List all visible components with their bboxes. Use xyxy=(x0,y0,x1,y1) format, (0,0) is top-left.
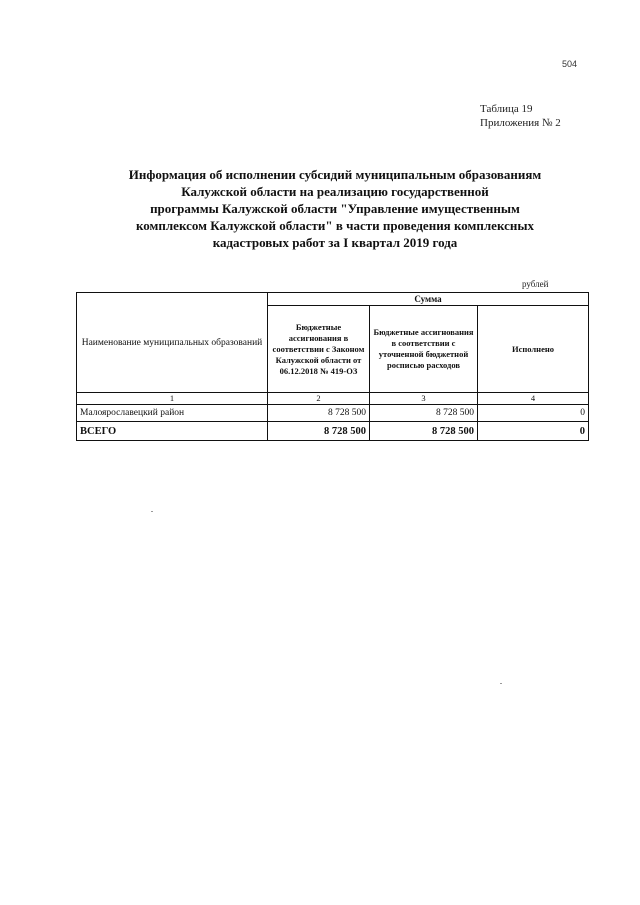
total-budget-law: 8 728 500 xyxy=(268,422,370,441)
title-line: программы Калужской области "Управление имущественным xyxy=(150,201,520,216)
header-municipality: Наименование муниципальных образований xyxy=(77,293,268,393)
document-title xyxy=(100,166,570,251)
header-executed: Исполнено xyxy=(478,306,589,393)
executed-value: 0 xyxy=(478,405,589,422)
municipality-name: Малоярославецкий район xyxy=(77,405,268,422)
header-budget-law: Бюджетные ассигнования в соответствии с Законом Калужской области от 06.12.2018 № 419-ОЗ xyxy=(268,306,370,393)
appendix-number: Приложения № 2 xyxy=(480,117,561,129)
scan-speck xyxy=(500,683,502,684)
scan-speck xyxy=(151,511,153,512)
table-number: Таблица 19 xyxy=(480,103,533,115)
title-line: Информация об исполнении субсидий муниципальным образованиям xyxy=(128,167,542,182)
page-number: 504 xyxy=(562,59,578,69)
total-executed: 0 xyxy=(478,422,589,441)
total-budget-revised: 8 728 500 xyxy=(370,422,478,441)
subsidy-table xyxy=(76,292,589,441)
table-reference xyxy=(480,102,561,130)
column-number: 4 xyxy=(478,393,589,405)
budget-revised-value: 8 728 500 xyxy=(370,405,478,422)
units-label: рублей xyxy=(522,279,549,289)
budget-law-value: 8 728 500 xyxy=(268,405,370,422)
title-line: комплексом Калужской области" в части проведения комплексных xyxy=(135,218,535,233)
column-number: 1 xyxy=(77,393,268,405)
column-number: 2 xyxy=(268,393,370,405)
column-number-row xyxy=(77,393,589,405)
total-row xyxy=(77,422,589,441)
header-row xyxy=(77,293,589,306)
total-label: ВСЕГО xyxy=(77,422,268,441)
header-budget-revised: Бюджетные ассигнования в соответствии с уточненной бюджетной росписью расходов xyxy=(370,306,478,393)
title-line: кадастровых работ за I квартал 2019 года xyxy=(212,235,458,250)
header-sum: Сумма xyxy=(268,293,589,306)
title-line: Калужской области на реализацию государственной xyxy=(181,184,489,199)
column-number: 3 xyxy=(370,393,478,405)
table-row xyxy=(77,405,589,422)
